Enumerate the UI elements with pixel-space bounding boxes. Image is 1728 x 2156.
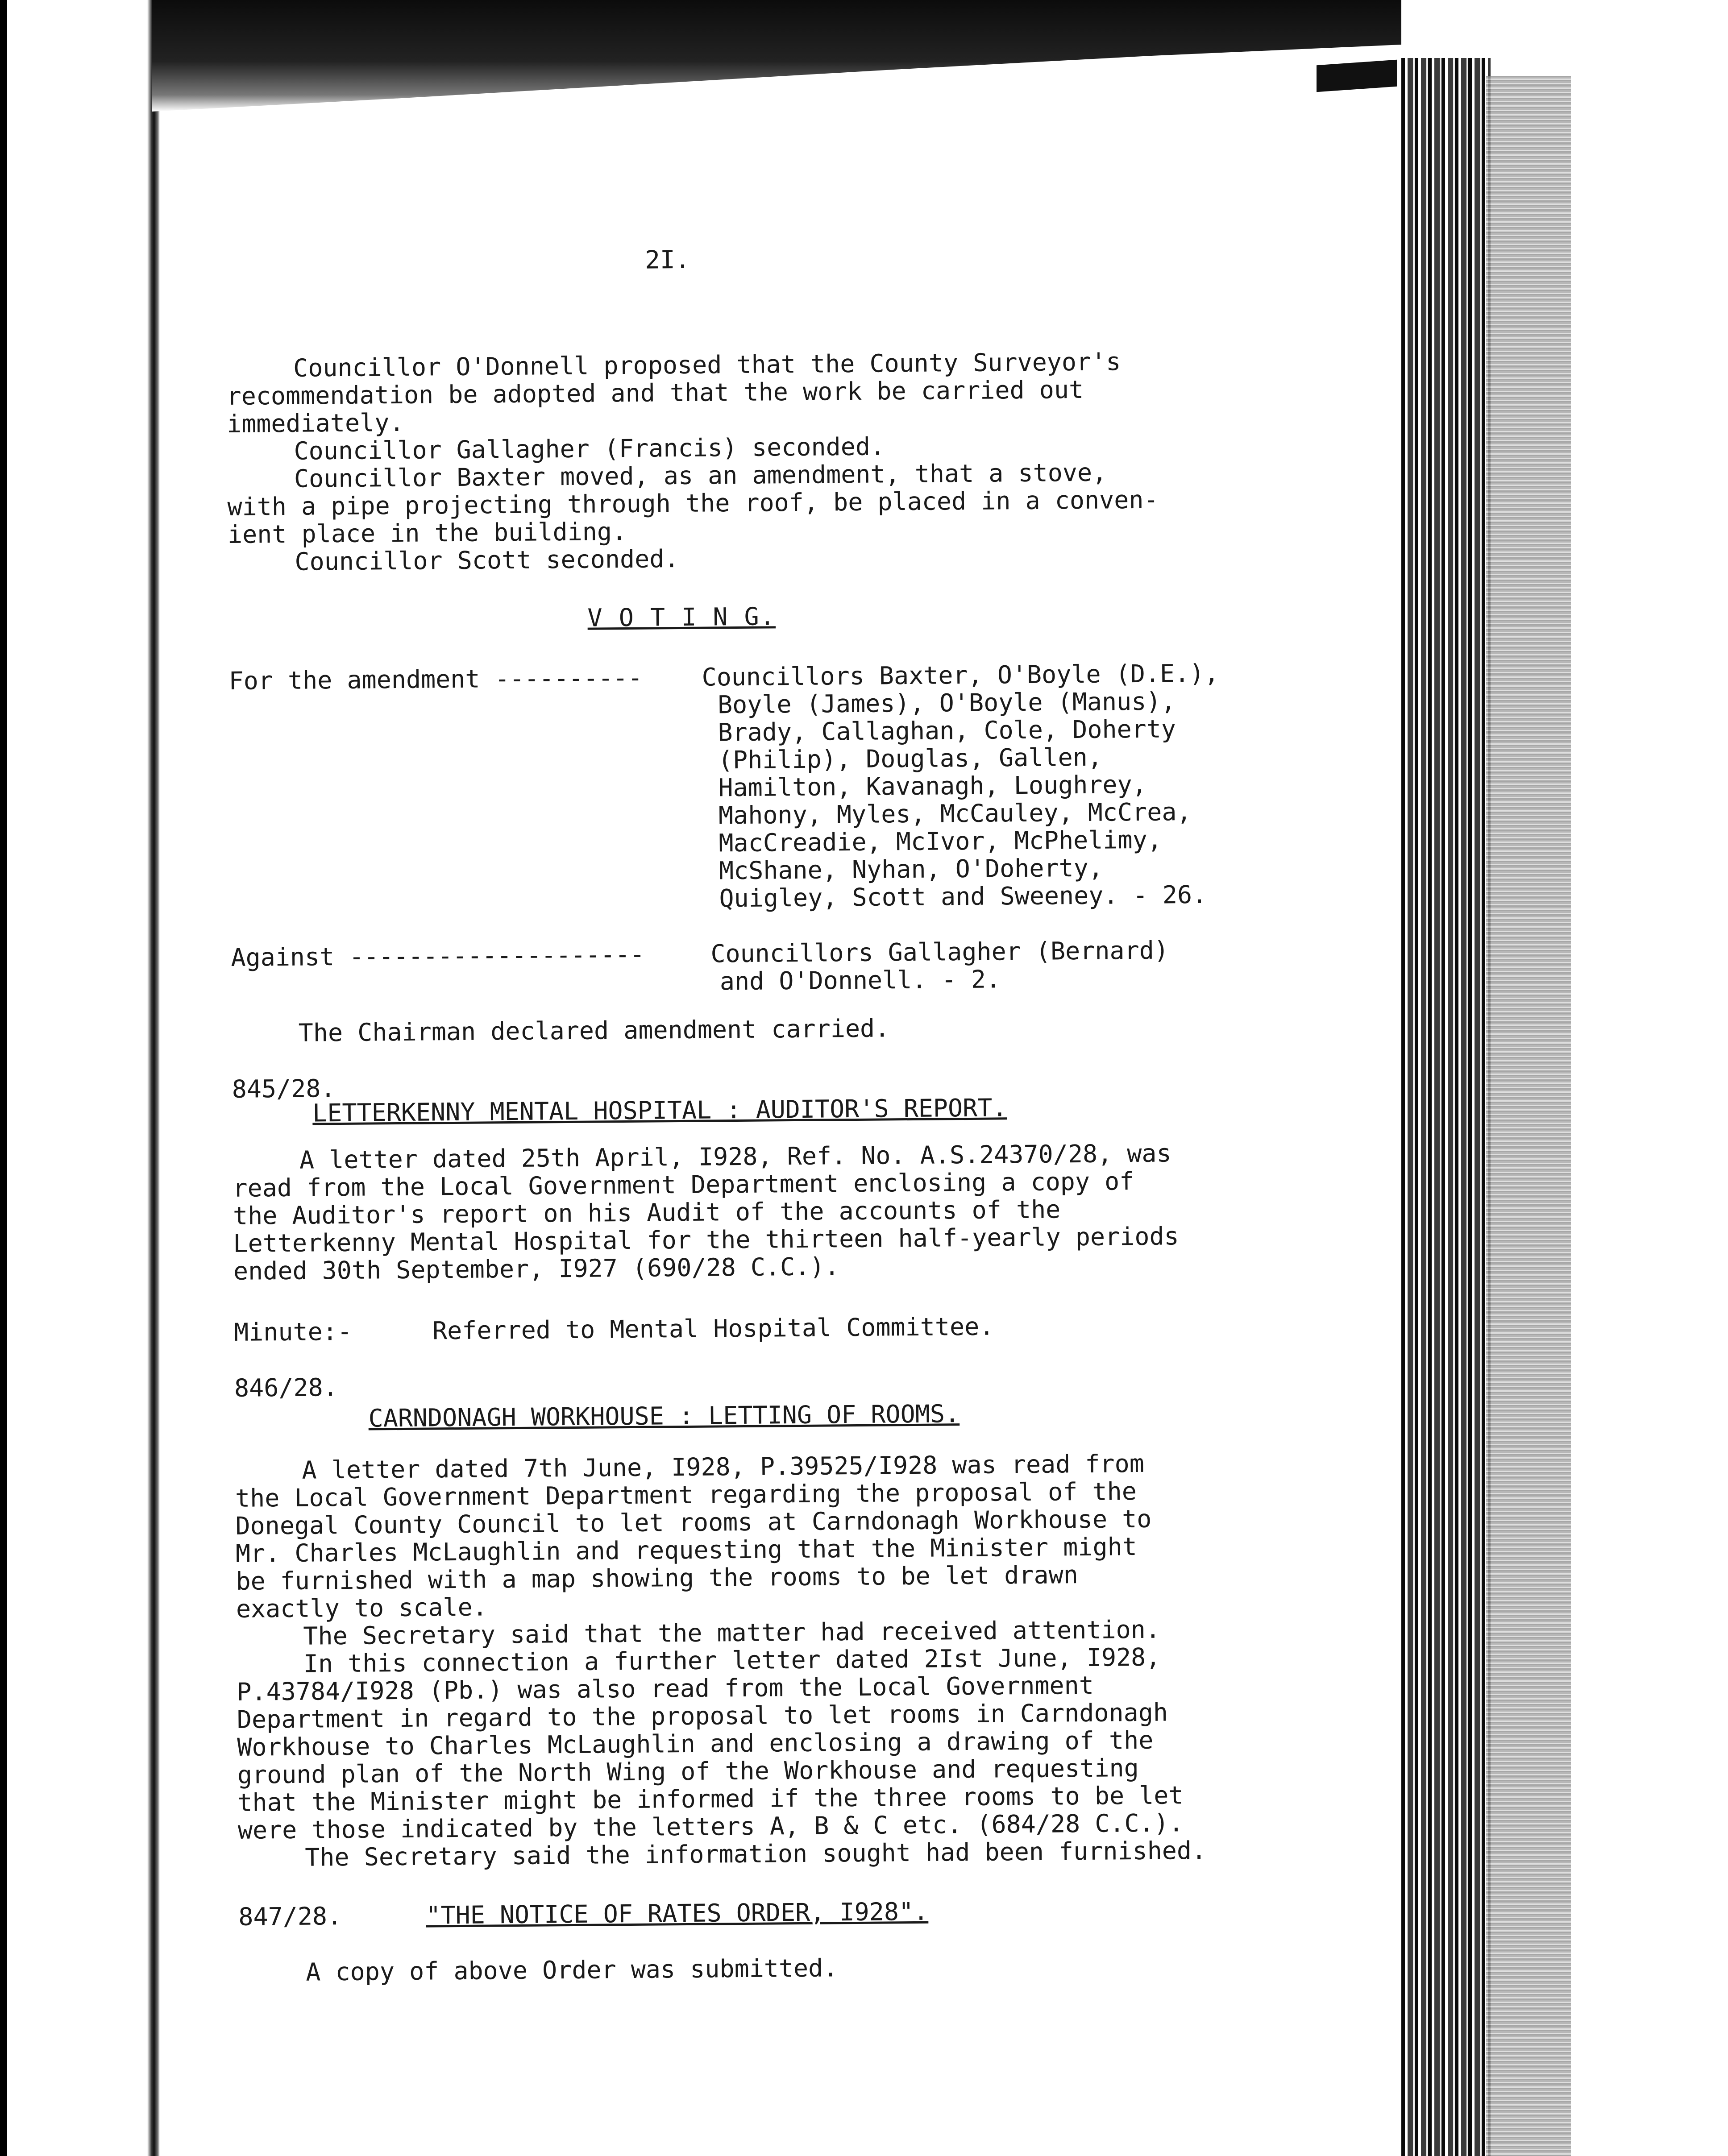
body-line: the Auditor's report on his Audit of the accounts of the	[233, 1195, 1061, 1230]
body-line: The Secretary said that the matter had received attention.	[303, 1615, 1161, 1650]
document-page	[225, 241, 1350, 1986]
body-line: the Local Government Department regarding the proposal of the	[235, 1477, 1137, 1513]
vote-for-line: Quigley, Scott and Sweeney. - 26.	[719, 880, 1207, 913]
item-title: "THE NOTICE OF RATES ORDER, I928".	[426, 1897, 929, 1930]
para-line: with a pipe projecting through the roof, be placed in a conven-	[227, 485, 1159, 521]
scan-page-stack	[1486, 76, 1571, 2156]
vote-against-line: Councillors Gallagher (Bernard)	[710, 936, 1169, 968]
minute-label: Minute:-	[233, 1317, 353, 1347]
vote-for-line: Councillors Baxter, O'Boyle (D.E.),	[702, 659, 1219, 692]
body-line: ended 30th September, I927 (690/28 C.C.).	[233, 1252, 839, 1285]
vote-for-line: Boyle (James), O'Boyle (Manus),	[717, 687, 1176, 719]
vote-for-line: Hamilton, Kavanagh, Loughrey,	[718, 770, 1147, 802]
para-line: ient place in the building.	[227, 517, 627, 549]
page-number: 2I.	[644, 245, 690, 275]
vote-against-line: and O'Donnell. - 2.	[719, 965, 1001, 996]
scan-fold-shadow	[147, 0, 160, 2156]
body-line: Department in regard to the proposal to let rooms in Carndonagh	[237, 1698, 1168, 1734]
vote-for-line: MacCreadie, McIvor, McPhelimy,	[719, 825, 1163, 858]
body-line: P.43784/I928 (Pb.) was also read from the Local Government	[237, 1671, 1094, 1706]
body-line: read from the Local Government Department enclosing a copy of	[233, 1167, 1134, 1202]
item-title: CARNDONAGH WORKHOUSE : LETTING OF ROOMS.	[368, 1399, 960, 1433]
vote-for-line: Mahony, Myles, McCauley, McCrea,	[718, 797, 1192, 830]
item-title: LETTERKENNY MENTAL HOSPITAL : AUDITOR'S REPORT.	[312, 1093, 1007, 1128]
scan-left-border	[0, 0, 7, 2156]
para-line: Councillor O'Donnell proposed that the County Surveyor's	[293, 347, 1121, 382]
minute-text: Referred to Mental Hospital Committee.	[432, 1312, 994, 1345]
scan-top-shadow	[152, 0, 1401, 112]
para-line: Councillor Scott seconded.	[295, 544, 679, 576]
vote-result: The Chairman declared amendment carried.	[298, 1014, 890, 1047]
body-line: were those indicated by the letters A, B & C etc. (684/28 C.C.).	[237, 1808, 1184, 1845]
scan-margin	[1571, 0, 1728, 2156]
vote-for-line: Brady, Callaghan, Cole, Doherty	[718, 714, 1176, 747]
body-line: A letter dated 7th June, I928, P.39525/I928 was read from	[302, 1449, 1145, 1484]
body-line: exactly to scale.	[236, 1592, 488, 1623]
body-line: Donegal County Council to let rooms at Carndonagh Workhouse to	[235, 1504, 1152, 1540]
body-line: In this connection a further letter dated 2Ist June, I928,	[303, 1642, 1161, 1678]
scan-top-binding	[1317, 60, 1397, 92]
vote-against-label: Against --------------------	[231, 940, 645, 972]
body-line: be furnished with a map showing the rooms to be let drawn	[236, 1560, 1079, 1596]
para-line: Councillor Gallagher (Francis) seconded.	[294, 432, 885, 465]
vote-for-label: For the amendment ----------	[228, 663, 643, 695]
item-number: 845/28.	[232, 1074, 336, 1103]
vote-for-line: McShane, Nyhan, O'Doherty,	[719, 853, 1104, 885]
para-line: recommendation be adopted and that the work be carried out	[226, 375, 1084, 410]
item-number: 846/28.	[234, 1373, 338, 1402]
body-line: ground plan of the North Wing of the Workhouse and requesting	[237, 1754, 1139, 1789]
body-line: A letter dated 25th April, I928, Ref. No. A.S.24370/28, was	[299, 1139, 1171, 1174]
item-number: 847/28.	[238, 1902, 342, 1931]
body-line: Letterkenny Mental Hospital for the thirteen half-yearly periods	[233, 1222, 1179, 1258]
para-line: Councillor Baxter moved, as an amendment, that a stove,	[294, 458, 1107, 493]
vote-for-line: (Philip), Douglas, Gallen,	[718, 742, 1103, 775]
body-line: Workhouse to Charles McLaughlin and enclosing a drawing of the	[237, 1725, 1154, 1762]
body-line: A copy of above Order was submitted.	[306, 1953, 838, 1986]
body-line: The Secretary said the information sought had been furnished.	[305, 1836, 1207, 1872]
para-line: immediately.	[226, 408, 404, 438]
scan-book-edge	[1401, 58, 1491, 2156]
voting-heading: V O T I N G.	[587, 602, 776, 632]
body-line: that the Minister might be informed if the three rooms to be let	[237, 1781, 1184, 1817]
body-line: Mr. Charles McLaughlin and requesting that the Minister might	[235, 1532, 1138, 1568]
